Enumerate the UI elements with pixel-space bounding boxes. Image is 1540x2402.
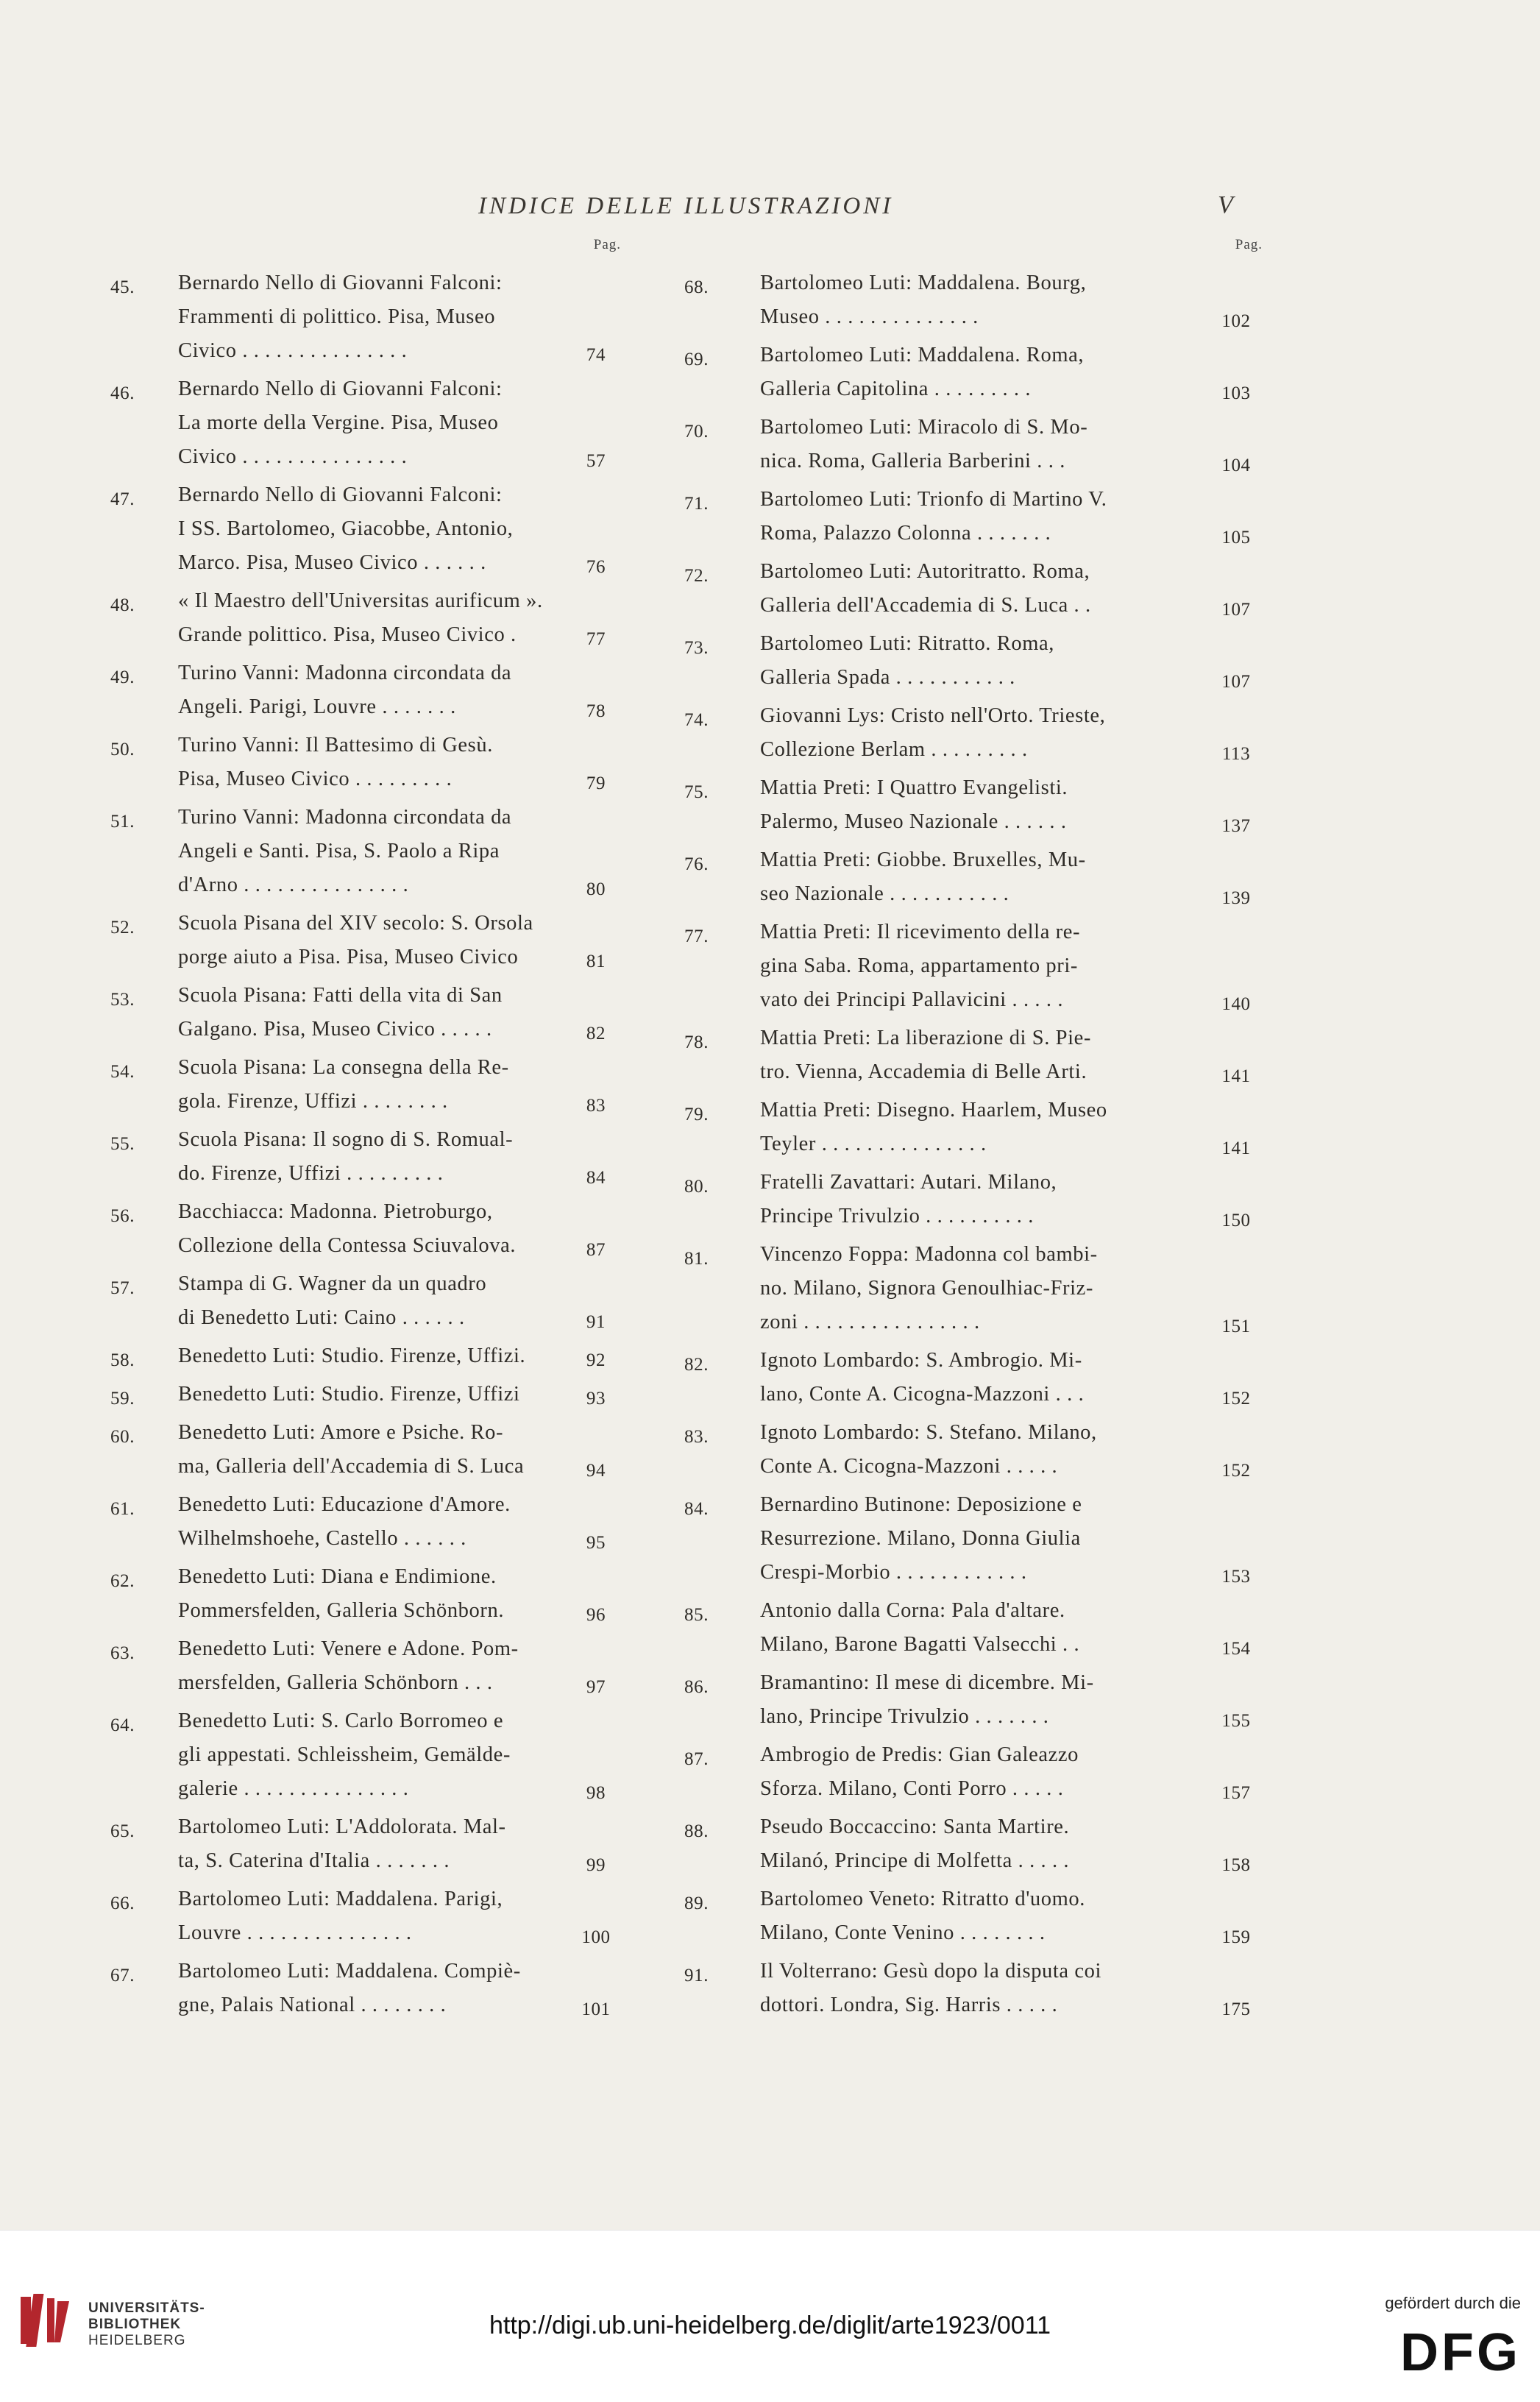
entry-page-ref: 155 bbox=[1221, 1711, 1251, 1731]
entry-number: 53. bbox=[110, 990, 135, 1010]
entry-text bbox=[178, 584, 559, 652]
entry-line: Benedetto Luti: Educazione d'Amore. bbox=[178, 1493, 511, 1516]
entry-line: Scuola Pisana: La consegna della Re- bbox=[178, 1056, 509, 1079]
illustration-entry bbox=[110, 266, 625, 368]
entry-text bbox=[760, 1094, 1196, 1161]
entry-text bbox=[178, 1560, 559, 1628]
entry-text bbox=[178, 1488, 559, 1556]
entry-line: Pisa, Museo Civico . . . . . . . . . bbox=[178, 768, 453, 790]
entry-page-ref: 157 bbox=[1221, 1783, 1251, 1803]
illustration-entry bbox=[684, 1416, 1266, 1484]
entry-line: Benedetto Luti: Studio. Firenze, Uffizi bbox=[178, 1383, 520, 1406]
entry-line: Bernardo Nello di Giovanni Falconi: bbox=[178, 483, 503, 506]
entry-page-ref: 78 bbox=[586, 701, 606, 721]
entry-text bbox=[760, 483, 1196, 550]
illustration-entry bbox=[684, 1955, 1266, 2022]
entry-number: 46. bbox=[110, 383, 135, 403]
entry-text bbox=[760, 1594, 1196, 1662]
entry-text bbox=[178, 1123, 559, 1191]
entry-line: dottori. Londra, Sig. Harris . . . . . bbox=[760, 1994, 1058, 2016]
entry-text bbox=[760, 1416, 1196, 1484]
illustration-entry bbox=[684, 1021, 1266, 1089]
entry-page-ref: 81 bbox=[586, 952, 606, 971]
illustration-entry bbox=[110, 656, 625, 724]
illustration-entry bbox=[684, 483, 1266, 550]
entry-line: Collezione Berlam . . . . . . . . . bbox=[760, 738, 1028, 761]
entry-line: Benedetto Luti: S. Carlo Borromeo e bbox=[178, 1710, 504, 1732]
entry-number: 75. bbox=[684, 782, 709, 802]
entry-page-ref: 101 bbox=[581, 1999, 611, 2019]
entry-text bbox=[178, 372, 559, 474]
entry-line: gola. Firenze, Uffizi . . . . . . . . bbox=[178, 1090, 448, 1113]
entry-number: 81. bbox=[684, 1249, 709, 1269]
entry-text bbox=[760, 1238, 1196, 1339]
entry-line: Benedetto Luti: Studio. Firenze, Uffizi. bbox=[178, 1345, 526, 1367]
entry-number: 91. bbox=[684, 1966, 709, 1985]
entry-number: 83. bbox=[684, 1427, 709, 1447]
illustration-entry bbox=[110, 1195, 625, 1263]
page-number: V bbox=[1218, 191, 1233, 219]
entry-number: 74. bbox=[684, 710, 709, 730]
entry-page-ref: 77 bbox=[586, 629, 606, 649]
entry-number: 57. bbox=[110, 1278, 135, 1298]
dfg-logo: DFG bbox=[1400, 2323, 1521, 2382]
entry-number: 60. bbox=[110, 1427, 135, 1447]
entry-line: ta, S. Caterina d'Italia . . . . . . . bbox=[178, 1849, 450, 1872]
illustration-entry bbox=[110, 1704, 625, 1806]
entry-text bbox=[760, 915, 1196, 1017]
entry-number: 86. bbox=[684, 1677, 709, 1697]
entry-text bbox=[760, 1166, 1196, 1233]
entry-text bbox=[178, 1882, 559, 1950]
entry-text bbox=[178, 907, 559, 974]
entry-number: 78. bbox=[684, 1032, 709, 1052]
entry-text bbox=[760, 843, 1196, 911]
entry-text bbox=[178, 1339, 559, 1373]
illustration-entry bbox=[110, 1882, 625, 1950]
entry-text bbox=[760, 1810, 1196, 1878]
entry-number: 68. bbox=[684, 277, 709, 297]
illustration-entry bbox=[684, 1810, 1266, 1878]
entry-number: 59. bbox=[110, 1389, 135, 1409]
entry-text bbox=[178, 1704, 559, 1806]
entry-line: do. Firenze, Uffizi . . . . . . . . . bbox=[178, 1162, 444, 1185]
entry-page-ref: 104 bbox=[1221, 456, 1251, 475]
entry-line: Pseudo Boccaccino: Santa Martire. bbox=[760, 1815, 1070, 1838]
entry-line: Museo . . . . . . . . . . . . . . bbox=[760, 305, 979, 328]
entry-line: Collezione della Contessa Sciuvalova. bbox=[178, 1234, 517, 1257]
entry-line: Scuola Pisana: Il sogno di S. Romual- bbox=[178, 1128, 514, 1151]
entry-text bbox=[760, 627, 1196, 695]
entry-page-ref: 82 bbox=[586, 1024, 606, 1044]
entry-line: seo Nazionale . . . . . . . . . . . bbox=[760, 882, 1009, 905]
entry-text bbox=[178, 979, 559, 1046]
entry-number: 69. bbox=[684, 350, 709, 369]
entry-line: gne, Palais National . . . . . . . . bbox=[178, 1994, 447, 2016]
entry-line: Benedetto Luti: Amore e Psiche. Ro- bbox=[178, 1421, 504, 1444]
entry-line: Bartolomeo Luti: Ritratto. Roma, bbox=[760, 632, 1054, 655]
entry-page-ref: 152 bbox=[1221, 1389, 1251, 1409]
entry-number: 52. bbox=[110, 918, 135, 938]
entry-line: Bartolomeo Luti: Maddalena. Roma, bbox=[760, 344, 1085, 366]
illustration-entry bbox=[110, 1955, 625, 2022]
entry-number: 64. bbox=[110, 1715, 135, 1735]
library-line: HEIDELBERG bbox=[88, 2333, 186, 2348]
entry-line: Resurrezione. Milano, Donna Giulia bbox=[760, 1527, 1081, 1550]
entry-number: 56. bbox=[110, 1206, 135, 1226]
entry-page-ref: 97 bbox=[586, 1677, 606, 1697]
entry-number: 70. bbox=[684, 422, 709, 442]
entry-page-ref: 154 bbox=[1221, 1639, 1251, 1659]
entry-line: Louvre . . . . . . . . . . . . . . . bbox=[178, 1921, 412, 1944]
illustration-entry bbox=[684, 1594, 1266, 1662]
illustration-entry bbox=[110, 1488, 625, 1556]
entry-page-ref: 83 bbox=[586, 1096, 606, 1116]
entry-page-ref: 153 bbox=[1221, 1567, 1251, 1587]
entry-line: Angeli. Parigi, Louvre . . . . . . . bbox=[178, 695, 456, 718]
footer-bar bbox=[0, 2230, 1540, 2402]
entry-line: Civico . . . . . . . . . . . . . . . bbox=[178, 339, 408, 362]
entry-number: 58. bbox=[110, 1350, 135, 1370]
entry-line: no. Milano, Signora Genoulhiac-Friz- bbox=[760, 1277, 1093, 1300]
entry-page-ref: 99 bbox=[586, 1855, 606, 1875]
illustration-entry bbox=[684, 1238, 1266, 1339]
entry-page-ref: 80 bbox=[586, 879, 606, 899]
entry-line: Sforza. Milano, Conti Porro . . . . . bbox=[760, 1777, 1064, 1800]
entry-line: Bernardo Nello di Giovanni Falconi: bbox=[178, 272, 503, 294]
illustration-entry bbox=[110, 1267, 625, 1335]
entry-number: 62. bbox=[110, 1571, 135, 1591]
entry-line: La morte della Vergine. Pisa, Museo bbox=[178, 411, 499, 434]
illustration-entry bbox=[110, 372, 625, 474]
entry-line: Bartolomeo Luti: Miracolo di S. Mo- bbox=[760, 416, 1088, 439]
library-line: UNIVERSITÄTS- bbox=[88, 2300, 205, 2316]
entry-number: 45. bbox=[110, 277, 135, 297]
entry-line: vato dei Principi Pallavicini . . . . . bbox=[760, 988, 1064, 1011]
entry-page-ref: 107 bbox=[1221, 672, 1251, 692]
entry-page-ref: 107 bbox=[1221, 600, 1251, 620]
entry-page-ref: 74 bbox=[586, 345, 606, 365]
entry-text bbox=[760, 339, 1196, 406]
entry-page-ref: 98 bbox=[586, 1783, 606, 1803]
entry-line: zoni . . . . . . . . . . . . . . . . bbox=[760, 1311, 980, 1333]
entry-text bbox=[760, 1488, 1196, 1590]
entry-line: Antonio dalla Corna: Pala d'altare. bbox=[760, 1599, 1065, 1622]
entry-number: 51. bbox=[110, 812, 135, 832]
entry-line: Grande polittico. Pisa, Museo Civico . bbox=[178, 623, 517, 646]
illustration-entry bbox=[684, 1738, 1266, 1806]
entry-page-ref: 141 bbox=[1221, 1066, 1251, 1086]
entry-line: Milanó, Principe di Molfetta . . . . . bbox=[760, 1849, 1070, 1872]
illustration-entry bbox=[684, 266, 1266, 334]
entry-page-ref: 100 bbox=[581, 1927, 611, 1947]
entry-line: Galleria dell'Accademia di S. Luca . . bbox=[760, 594, 1091, 617]
entry-text bbox=[178, 656, 559, 724]
entry-page-ref: 91 bbox=[586, 1312, 606, 1332]
entry-text bbox=[760, 1021, 1196, 1089]
entry-line: Mattia Preti: Giobbe. Bruxelles, Mu- bbox=[760, 849, 1086, 871]
illustration-entry bbox=[110, 801, 625, 902]
entry-number: 54. bbox=[110, 1062, 135, 1082]
entry-line: Conte A. Cicogna-Mazzoni . . . . . bbox=[760, 1455, 1058, 1478]
entry-number: 49. bbox=[110, 667, 135, 687]
entry-line: Fratelli Zavattari: Autari. Milano, bbox=[760, 1171, 1057, 1194]
entry-number: 55. bbox=[110, 1134, 135, 1154]
entry-line: Scuola Pisana del XIV secolo: S. Orsola bbox=[178, 912, 533, 935]
entry-page-ref: 140 bbox=[1221, 994, 1251, 1014]
entry-line: di Benedetto Luti: Caino . . . . . . bbox=[178, 1306, 465, 1329]
entry-page-ref: 151 bbox=[1221, 1317, 1251, 1336]
entry-number: 84. bbox=[684, 1499, 709, 1519]
entry-page-ref: 84 bbox=[586, 1168, 606, 1188]
entry-page-ref: 92 bbox=[586, 1350, 606, 1370]
entry-text bbox=[178, 266, 559, 368]
entry-number: 72. bbox=[684, 566, 709, 586]
entry-line: Turino Vanni: Il Battesimo di Gesù. bbox=[178, 734, 493, 757]
entry-number: 80. bbox=[684, 1177, 709, 1197]
entry-list-right bbox=[684, 266, 1266, 2022]
illustration-entry bbox=[110, 1339, 625, 1373]
entry-text bbox=[760, 1666, 1196, 1734]
illustration-entry bbox=[684, 627, 1266, 695]
entry-line: Palermo, Museo Nazionale . . . . . . bbox=[760, 810, 1067, 833]
entry-text bbox=[178, 1416, 559, 1484]
illustration-entry bbox=[110, 1416, 625, 1484]
entry-number: 76. bbox=[684, 854, 709, 874]
entry-page-ref: 139 bbox=[1221, 888, 1251, 908]
pag-label: Pag. bbox=[593, 237, 621, 252]
entry-line: Bacchiacca: Madonna. Pietroburgo, bbox=[178, 1200, 493, 1223]
entry-page-ref: 93 bbox=[586, 1389, 606, 1409]
illustration-entry bbox=[684, 699, 1266, 767]
entry-page-ref: 87 bbox=[586, 1240, 606, 1260]
entry-page-ref: 95 bbox=[586, 1533, 606, 1553]
entry-number: 77. bbox=[684, 927, 709, 946]
entry-line: Mattia Preti: I Quattro Evangelisti. bbox=[760, 776, 1068, 799]
entry-page-ref: 141 bbox=[1221, 1138, 1251, 1158]
entry-page-ref: 105 bbox=[1221, 528, 1251, 548]
entry-text bbox=[760, 1955, 1196, 2022]
entry-page-ref: 158 bbox=[1221, 1855, 1251, 1875]
entry-page-ref: 57 bbox=[586, 451, 606, 471]
entry-line: Bartolomeo Luti: Maddalena. Bourg, bbox=[760, 272, 1087, 294]
entry-page-ref: 76 bbox=[586, 557, 606, 577]
entry-line: Galleria Spada . . . . . . . . . . . bbox=[760, 666, 1015, 689]
entry-line: Turino Vanni: Madonna circondata da bbox=[178, 806, 512, 829]
illustration-entry bbox=[110, 1051, 625, 1119]
entry-line: galerie . . . . . . . . . . . . . . . bbox=[178, 1777, 409, 1800]
entry-list-left bbox=[110, 266, 625, 2022]
entry-line: Vincenzo Foppa: Madonna col bambi- bbox=[760, 1243, 1098, 1266]
entry-line: Teyler . . . . . . . . . . . . . . . bbox=[760, 1133, 987, 1155]
entry-line: nica. Roma, Galleria Barberini . . . bbox=[760, 450, 1065, 472]
entry-text bbox=[178, 1632, 559, 1700]
entry-line: Benedetto Luti: Diana e Endimione. bbox=[178, 1565, 497, 1588]
entry-line: ma, Galleria dell'Accademia di S. Luca bbox=[178, 1455, 525, 1478]
page-title: INDICE DELLE ILLUSTRAZIONI bbox=[478, 193, 894, 219]
entry-line: I SS. Bartolomeo, Giacobbe, Antonio, bbox=[178, 517, 514, 540]
entry-text bbox=[760, 699, 1196, 767]
entry-number: 85. bbox=[684, 1605, 709, 1625]
entry-page-ref: 113 bbox=[1221, 744, 1251, 764]
entry-text bbox=[178, 478, 559, 580]
entry-text bbox=[178, 1378, 559, 1411]
pag-label: Pag. bbox=[1235, 237, 1263, 252]
right-column bbox=[684, 237, 1266, 2027]
illustration-entry bbox=[684, 1344, 1266, 1411]
entry-line: Il Volterrano: Gesù dopo la disputa coi bbox=[760, 1960, 1102, 1983]
illustration-entry bbox=[684, 1094, 1266, 1161]
entry-page-ref: 96 bbox=[586, 1605, 606, 1625]
entry-line: lano, Conte A. Cicogna-Mazzoni . . . bbox=[760, 1383, 1085, 1406]
illustration-entry bbox=[684, 1666, 1266, 1734]
entry-number: 89. bbox=[684, 1893, 709, 1913]
entry-text bbox=[178, 1051, 559, 1119]
entry-line: « Il Maestro dell'Universitas aurificum ». bbox=[178, 589, 543, 612]
entry-number: 47. bbox=[110, 489, 135, 509]
entry-text bbox=[178, 729, 559, 796]
entry-text bbox=[178, 1267, 559, 1335]
entry-number: 48. bbox=[110, 595, 135, 615]
entry-text bbox=[760, 555, 1196, 623]
entry-line: Mattia Preti: Il ricevimento della re- bbox=[760, 921, 1081, 943]
entry-line: Pommersfelden, Galleria Schönborn. bbox=[178, 1599, 505, 1622]
entry-text bbox=[760, 411, 1196, 478]
entry-line: Principe Trivulzio . . . . . . . . . . bbox=[760, 1205, 1034, 1227]
illustration-entry bbox=[110, 1560, 625, 1628]
entry-number: 61. bbox=[110, 1499, 135, 1519]
illustration-entry bbox=[110, 907, 625, 974]
entry-number: 66. bbox=[110, 1893, 135, 1913]
entry-number: 71. bbox=[684, 494, 709, 514]
entry-line: porge aiuto a Pisa. Pisa, Museo Civico bbox=[178, 946, 519, 968]
entry-page-ref: 150 bbox=[1221, 1211, 1251, 1230]
entry-line: gina Saba. Roma, appartamento pri- bbox=[760, 954, 1078, 977]
entry-line: Bartolomeo Luti: Maddalena. Compiè- bbox=[178, 1960, 521, 1983]
library-line: BIBLIOTHEK bbox=[88, 2317, 182, 2332]
illustration-entry bbox=[110, 1378, 625, 1411]
entry-page-ref: 94 bbox=[586, 1461, 606, 1481]
entry-line: Scuola Pisana: Fatti della vita di San bbox=[178, 984, 503, 1007]
entry-number: 88. bbox=[684, 1821, 709, 1841]
source-url-link[interactable]: http://digi.ub.uni-heidelberg.de/diglit/arte1923/0011 bbox=[489, 2311, 1051, 2339]
running-header bbox=[0, 193, 1540, 230]
entry-line: lano, Principe Trivulzio . . . . . . . bbox=[760, 1705, 1049, 1728]
entry-line: Roma, Palazzo Colonna . . . . . . . bbox=[760, 522, 1051, 545]
entry-line: Bramantino: Il mese di dicembre. Mi- bbox=[760, 1671, 1094, 1694]
entry-line: Ignoto Lombardo: S. Ambrogio. Mi- bbox=[760, 1349, 1082, 1372]
illustration-entry bbox=[110, 1632, 625, 1700]
entry-line: Mattia Preti: Disegno. Haarlem, Museo bbox=[760, 1099, 1107, 1122]
illustration-entry bbox=[684, 1882, 1266, 1950]
illustration-entry bbox=[110, 979, 625, 1046]
entry-page-ref: 103 bbox=[1221, 383, 1251, 403]
entry-line: mersfelden, Galleria Schönborn . . . bbox=[178, 1671, 493, 1694]
entry-text bbox=[760, 1344, 1196, 1411]
entry-text bbox=[178, 801, 559, 902]
entry-text bbox=[760, 1738, 1196, 1806]
illustration-entry bbox=[684, 843, 1266, 911]
entry-line: Turino Vanni: Madonna circondata da bbox=[178, 662, 512, 684]
entry-line: Stampa di G. Wagner da un quadro bbox=[178, 1272, 487, 1295]
entry-line: Bartolomeo Luti: L'Addolorata. Mal- bbox=[178, 1815, 506, 1838]
entry-line: Wilhelmshoehe, Castello . . . . . . bbox=[178, 1527, 466, 1550]
entry-text bbox=[178, 1195, 559, 1263]
illustration-entry bbox=[110, 1123, 625, 1191]
entry-line: Marco. Pisa, Museo Civico . . . . . . bbox=[178, 551, 486, 574]
entry-line: gli appestati. Schleissheim, Gemälde- bbox=[178, 1743, 511, 1766]
illustration-entry bbox=[684, 771, 1266, 839]
entry-number: 82. bbox=[684, 1355, 709, 1375]
entry-line: Crespi-Morbio . . . . . . . . . . . . bbox=[760, 1561, 1027, 1584]
entry-text bbox=[760, 1882, 1196, 1950]
entry-line: Milano, Barone Bagatti Valsecchi . . bbox=[760, 1633, 1080, 1656]
illustration-entry bbox=[110, 478, 625, 580]
entry-number: 63. bbox=[110, 1643, 135, 1663]
entry-line: Bartolomeo Luti: Autoritratto. Roma, bbox=[760, 560, 1090, 583]
entry-line: Milano, Conte Venino . . . . . . . . bbox=[760, 1921, 1046, 1944]
illustration-entry bbox=[110, 1810, 625, 1878]
entry-number: 67. bbox=[110, 1966, 135, 1985]
entry-line: Mattia Preti: La liberazione di S. Pie- bbox=[760, 1027, 1091, 1049]
entry-page-ref: 159 bbox=[1221, 1927, 1251, 1947]
entry-page-ref: 102 bbox=[1221, 311, 1251, 331]
entry-number: 87. bbox=[684, 1749, 709, 1769]
entry-text bbox=[760, 771, 1196, 839]
entry-line: Galgano. Pisa, Museo Civico . . . . . bbox=[178, 1018, 492, 1041]
entry-page-ref: 137 bbox=[1221, 816, 1251, 836]
illustration-entry bbox=[684, 1488, 1266, 1590]
entry-text bbox=[760, 266, 1196, 334]
entry-line: Bartolomeo Luti: Trionfo di Martino V. bbox=[760, 488, 1107, 511]
entry-page-ref: 175 bbox=[1221, 1999, 1251, 2019]
entry-line: Bartolomeo Veneto: Ritratto d'uomo. bbox=[760, 1888, 1085, 1910]
entry-number: 73. bbox=[684, 638, 709, 658]
illustration-entry bbox=[684, 1166, 1266, 1233]
entry-number: 50. bbox=[110, 740, 135, 759]
entry-line: Benedetto Luti: Venere e Adone. Pom- bbox=[178, 1637, 519, 1660]
illustration-entry bbox=[110, 584, 625, 652]
left-column bbox=[110, 237, 625, 2027]
entry-line: Angeli e Santi. Pisa, S. Paolo a Ripa bbox=[178, 840, 500, 862]
entry-line: Bernardo Nello di Giovanni Falconi: bbox=[178, 378, 503, 400]
illustration-entry bbox=[684, 339, 1266, 406]
entry-line: Civico . . . . . . . . . . . . . . . bbox=[178, 445, 408, 468]
entry-number: 65. bbox=[110, 1821, 135, 1841]
entry-text bbox=[178, 1810, 559, 1878]
illustration-entry bbox=[684, 411, 1266, 478]
entry-page-ref: 152 bbox=[1221, 1461, 1251, 1481]
illustration-entry bbox=[110, 729, 625, 796]
funding-note: gefördert durch die bbox=[1385, 2294, 1521, 2312]
entry-number: 79. bbox=[684, 1105, 709, 1124]
entry-line: Frammenti di polittico. Pisa, Museo bbox=[178, 305, 496, 328]
entry-line: tro. Vienna, Accademia di Belle Arti. bbox=[760, 1060, 1087, 1083]
entry-page-ref: 79 bbox=[586, 773, 606, 793]
entry-text bbox=[178, 1955, 559, 2022]
entry-line: d'Arno . . . . . . . . . . . . . . . bbox=[178, 874, 409, 896]
entry-line: Ignoto Lombardo: S. Stefano. Milano, bbox=[760, 1421, 1097, 1444]
entry-line: Galleria Capitolina . . . . . . . . . bbox=[760, 378, 1032, 400]
illustration-entry bbox=[684, 555, 1266, 623]
entry-line: Giovanni Lys: Cristo nell'Orto. Trieste, bbox=[760, 704, 1106, 727]
entry-line: Ambrogio de Predis: Gian Galeazzo bbox=[760, 1743, 1079, 1766]
illustration-entry bbox=[684, 915, 1266, 1017]
entry-line: Bartolomeo Luti: Maddalena. Parigi, bbox=[178, 1888, 503, 1910]
entry-line: Bernardino Butinone: Deposizione e bbox=[760, 1493, 1082, 1516]
